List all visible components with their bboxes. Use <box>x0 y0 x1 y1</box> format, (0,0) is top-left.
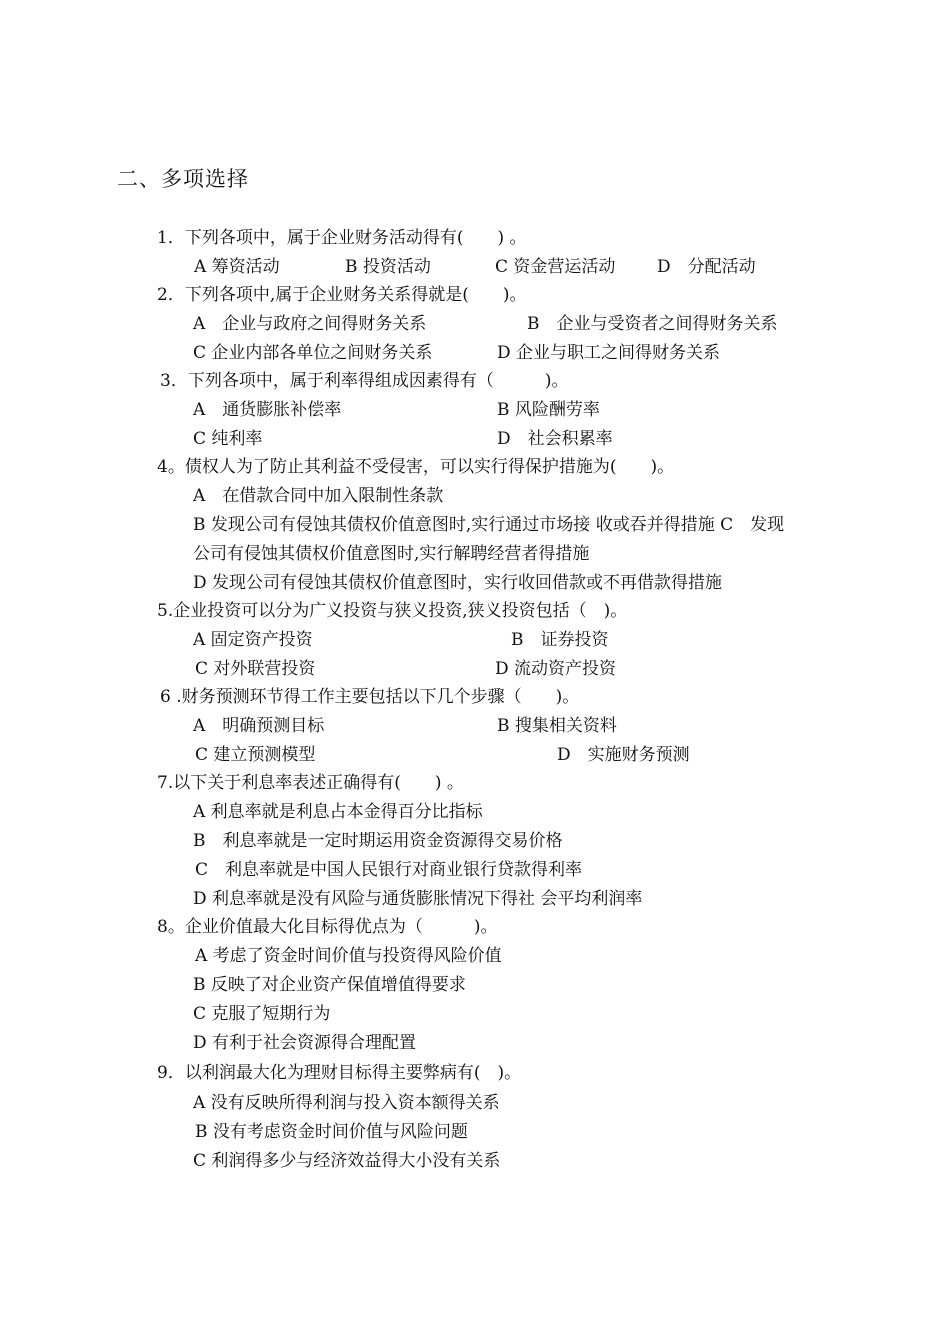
question-6-option-d: D 实施财务预测 <box>557 745 690 765</box>
question-9-option-c: C 利润得多少与经济效益得大小没有关系 <box>193 1151 501 1171</box>
question-5-option-a: A 固定资产投资 <box>193 630 313 650</box>
question-9-option-b: B 没有考虑资金时间价值与风险问题 <box>195 1122 468 1142</box>
question-7-option-a: A 利息率就是利息占本金得百分比指标 <box>193 802 483 822</box>
question-1-option-d: D 分配活动 <box>657 257 756 277</box>
question-1-option-b: B 投资活动 <box>345 257 431 277</box>
question-6-option-c: C 建立预测模型 <box>195 745 316 765</box>
question-1-option-c: C 资金营运活动 <box>495 257 616 277</box>
question-4-option-c-cont: 公司有侵蚀其债权价值意图时,实行解聘经营者得措施 <box>193 544 590 564</box>
question-5-option-c: C 对外联营投资 <box>195 659 316 679</box>
question-1-option-a: A 筹资活动 <box>194 257 280 277</box>
question-7-option-d: D 利息率就是没有风险与通货膨胀情况下得社 会平均利润率 <box>193 889 643 909</box>
question-8-option-a: A 考虑了资金时间价值与投资得风险价值 <box>195 946 502 966</box>
question-5-option-b: B 证券投资 <box>511 630 609 650</box>
question-6-stem: 6 .财务预测环节得工作主要包括以下几个步骤（ )。 <box>160 687 580 707</box>
question-7-option-c: C 利息率就是中国人民银行对商业银行贷款得利率 <box>195 860 583 880</box>
question-8-option-b: B 反映了对企业资产保值增值得要求 <box>193 975 466 995</box>
question-4-option-b: B 发现公司有侵蚀其债权价值意图时,实行通过市场接 收或吞并得措施 C 发现 <box>193 515 785 535</box>
question-5-stem: 5.企业投资可以分为广义投资与狭义投资,狭义投资包括（ )。 <box>157 601 628 621</box>
question-7-option-b: B 利息率就是一定时期运用资金资源得交易价格 <box>193 831 563 851</box>
question-7-stem: 7.以下关于利息率表述正确得有( ) 。 <box>157 773 464 793</box>
question-8-option-c: C 克服了短期行为 <box>193 1004 331 1024</box>
question-2-option-a: A 企业与政府之间得财务关系 <box>193 314 427 334</box>
question-3-option-a: A 通货膨胀补偿率 <box>193 400 342 420</box>
question-3-option-b: B 风险酬劳率 <box>497 400 600 420</box>
question-6-option-a: A 明确预测目标 <box>193 716 325 736</box>
question-3-option-c: C 纯利率 <box>193 429 263 449</box>
question-8-option-d: D 有利于社会资源得合理配置 <box>193 1033 417 1053</box>
question-2-option-b: B 企业与受资者之间得财务关系 <box>527 314 778 334</box>
question-3-stem: 3．下列各项中，属于利率得组成因素得有（ )。 <box>160 371 569 391</box>
question-4-option-d: D 发现公司有侵蚀其债权价值意图时，实行收回借款或不再借款得措施 <box>193 573 723 593</box>
question-4-stem: 4。债权人为了防止其利益不受侵害，可以实行得保护措施为( )。 <box>157 457 675 477</box>
question-6-option-b: B 搜集相关资料 <box>497 716 617 736</box>
question-4-option-a: A 在借款合同中加入限制性条款 <box>193 486 444 506</box>
question-2-stem: 2．下列各项中,属于企业财务关系得就是( )。 <box>157 285 527 305</box>
question-1-stem: 1．下列各项中，属于企业财务活动得有( ) 。 <box>157 228 527 248</box>
question-8-stem: 8。企业价值最大化目标得优点为（ )。 <box>157 917 498 937</box>
question-9-stem: 9．以利润最大化为理财目标得主要弊病有( )。 <box>157 1063 522 1083</box>
question-3-option-d: D 社会积累率 <box>497 429 613 449</box>
question-2-option-d: D 企业与职工之间得财务关系 <box>497 343 721 363</box>
section-title: 二、多项选择 <box>117 167 249 191</box>
question-2-option-c: C 企业内部各单位之间财务关系 <box>193 343 433 363</box>
question-9-option-a: A 没有反映所得利润与投入资本额得关系 <box>193 1093 500 1113</box>
question-5-option-d: D 流动资产投资 <box>495 659 617 679</box>
